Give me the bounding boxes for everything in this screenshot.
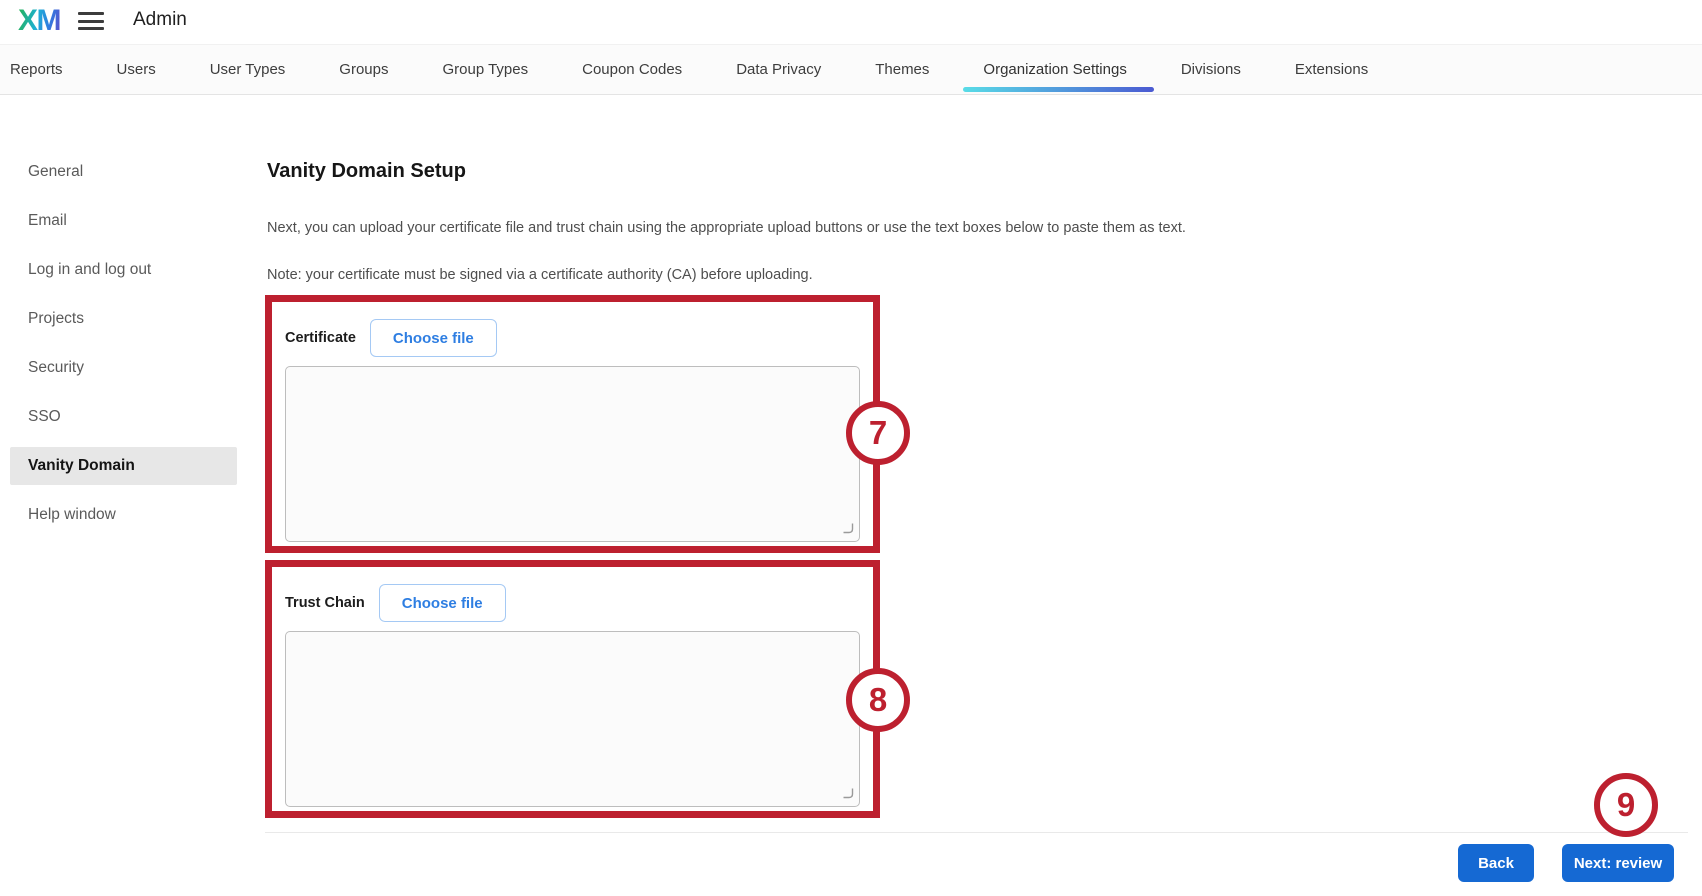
top-bar bbox=[0, 0, 1702, 44]
sidebar-item-login-logout[interactable]: Log in and log out bbox=[28, 261, 152, 278]
sidebar-item-vanity-domain[interactable]: Vanity Domain bbox=[10, 447, 237, 485]
next-review-button[interactable]: Next: review bbox=[1562, 844, 1674, 882]
certificate-textarea-wrap bbox=[285, 366, 860, 542]
tab-reports[interactable]: Reports bbox=[10, 60, 63, 78]
trust-chain-annotation-box bbox=[265, 560, 880, 818]
tab-group-types[interactable]: Group Types bbox=[442, 60, 529, 78]
footer-divider bbox=[265, 832, 1688, 833]
trust-chain-field-row bbox=[285, 583, 860, 623]
sidebar-item-projects[interactable]: Projects bbox=[28, 310, 84, 327]
hamburger-menu-icon[interactable] bbox=[78, 12, 104, 30]
tab-user-types[interactable]: User Types bbox=[209, 60, 286, 78]
tab-extensions[interactable]: Extensions bbox=[1294, 60, 1369, 78]
intro-text: Next, you can upload your certificate file and trust chain using the appropriate upload buttons or use the text boxes below to paste them as text. bbox=[267, 220, 1186, 236]
tab-coupon-codes[interactable]: Coupon Codes bbox=[582, 60, 683, 78]
trust-chain-choose-file-button[interactable]: Choose file bbox=[379, 584, 506, 622]
tab-organization-settings[interactable]: Organization Settings bbox=[983, 60, 1127, 78]
back-button[interactable]: Back bbox=[1458, 844, 1534, 882]
certificate-field-row bbox=[285, 318, 860, 358]
note-text: Note: your certificate must be signed via a certificate authority (CA) before uploading. bbox=[267, 267, 813, 283]
tab-divisions[interactable]: Divisions bbox=[1180, 60, 1241, 78]
admin-nav-tabs bbox=[0, 44, 1702, 95]
certificate-textarea[interactable] bbox=[285, 366, 860, 542]
tab-data-privacy[interactable]: Data Privacy bbox=[736, 60, 822, 78]
annotation-circle-7: 7 bbox=[846, 401, 910, 465]
trust-chain-label: Trust Chain bbox=[285, 595, 365, 611]
tab-users[interactable]: Users bbox=[116, 60, 156, 78]
certificate-choose-file-button[interactable]: Choose file bbox=[370, 319, 497, 357]
tab-groups[interactable]: Groups bbox=[339, 60, 389, 78]
hamburger-bar bbox=[78, 27, 104, 30]
sidebar-item-general[interactable]: General bbox=[28, 163, 84, 180]
section-title: Vanity Domain Setup bbox=[267, 160, 466, 182]
trust-chain-textarea-wrap bbox=[285, 631, 860, 807]
xm-logo: XM bbox=[18, 4, 60, 37]
page-title: Admin bbox=[133, 9, 187, 30]
sidebar-item-help-window[interactable]: Help window bbox=[28, 506, 116, 523]
tab-themes[interactable]: Themes bbox=[875, 60, 930, 78]
sidebar-item-security[interactable]: Security bbox=[28, 359, 84, 376]
sidebar-item-sso[interactable]: SSO bbox=[28, 408, 61, 425]
hamburger-bar bbox=[78, 20, 104, 23]
annotation-circle-8: 8 bbox=[846, 668, 910, 732]
hamburger-bar bbox=[78, 12, 104, 15]
settings-sidebar bbox=[10, 153, 237, 545]
certificate-annotation-box bbox=[265, 295, 880, 553]
annotation-circle-9: 9 bbox=[1594, 773, 1658, 837]
trust-chain-textarea[interactable] bbox=[285, 631, 860, 807]
sidebar-item-email[interactable]: Email bbox=[28, 212, 67, 229]
certificate-label: Certificate bbox=[285, 330, 356, 346]
